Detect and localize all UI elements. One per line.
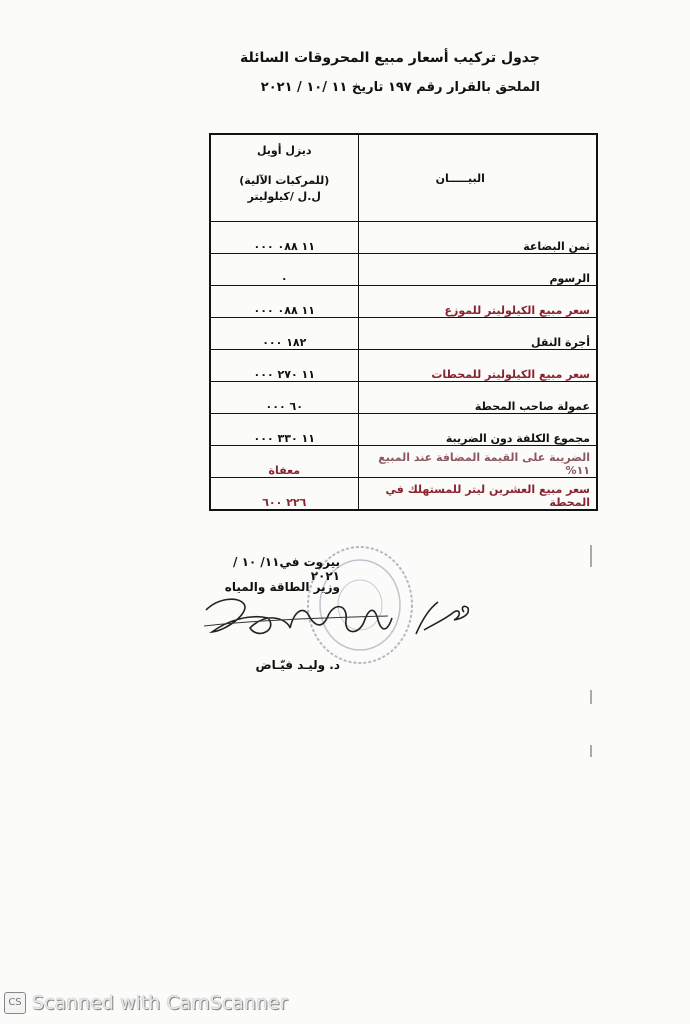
header-label-cell: البيـــــان <box>358 134 597 222</box>
row-value: ١١ ٠٨٨ ٠٠٠ <box>210 286 358 318</box>
header-value-cell <box>210 134 358 222</box>
row-value: ٦٠ ٠٠٠ <box>210 382 358 414</box>
table-row <box>210 350 597 382</box>
table-row <box>210 222 597 254</box>
table-row <box>210 254 597 286</box>
row-value: ١١ ٣٣٠ ٠٠٠ <box>210 414 358 446</box>
signature-date: بيروت في١١/ ١٠ / ٢٠٢١ <box>233 555 340 583</box>
scan-edge-mark <box>590 545 592 567</box>
row-value: ١١ ٢٧٠ ٠٠٠ <box>210 350 358 382</box>
signatory-name: د. وليـد فيّـاض <box>255 658 340 672</box>
header-value-line: (للمركبات الآلية) <box>239 174 330 187</box>
row-value: ٠ <box>210 254 358 286</box>
row-label: سعر مبيع الكيلوليتر للموزع <box>358 286 597 318</box>
row-label: ثمن البضاعة <box>358 222 597 254</box>
document-subtitle: الملحق بالقرار رقم ١٩٧ تاريخ ١١ /١٠ / ٢٠٢١ <box>260 80 540 95</box>
row-value: ١٨٢ ٠٠٠ <box>210 318 358 350</box>
row-label: عمولة صاحب المحطة <box>358 382 597 414</box>
row-label: الرسوم <box>358 254 597 286</box>
document-title: جدول تركيب أسعار مبيع المحروقات السائلة <box>240 50 540 66</box>
table-row <box>210 478 597 511</box>
row-label: سعر مبيع العشرين ليتر للمستهلك في المحطة <box>358 478 597 511</box>
row-value: ٢٢٦ ٦٠٠ <box>210 478 358 511</box>
scan-edge-mark <box>590 690 592 704</box>
watermark-text: Scanned with CamScanner <box>32 992 288 1014</box>
row-label: أجرة النقل <box>358 318 597 350</box>
handwritten-signature <box>198 590 478 650</box>
table-row <box>210 446 597 478</box>
signatory-title: وزير الطاقة والمياه <box>224 580 340 594</box>
scan-edge-mark <box>590 745 592 757</box>
camscanner-logo-icon: CS <box>4 992 26 1014</box>
table-row <box>210 382 597 414</box>
table-row <box>210 286 597 318</box>
table-row <box>210 414 597 446</box>
table-row <box>210 318 597 350</box>
row-value: معفاة <box>210 446 358 478</box>
header-value-line: ديزل أويل <box>256 144 312 157</box>
scanner-watermark <box>4 992 288 1014</box>
price-table <box>209 133 598 511</box>
table-header-row <box>210 134 597 222</box>
row-value: ١١ ٠٨٨ ٠٠٠ <box>210 222 358 254</box>
row-label: مجموع الكلفة دون الضريبة <box>358 414 597 446</box>
row-label: الضريبة على القيمة المضافة عند المبيع ١١% <box>358 446 597 478</box>
row-label: سعر مبيع الكيلوليتر للمحطات <box>358 350 597 382</box>
header-value-line: ل.ل /كيلوليتر <box>247 190 321 203</box>
